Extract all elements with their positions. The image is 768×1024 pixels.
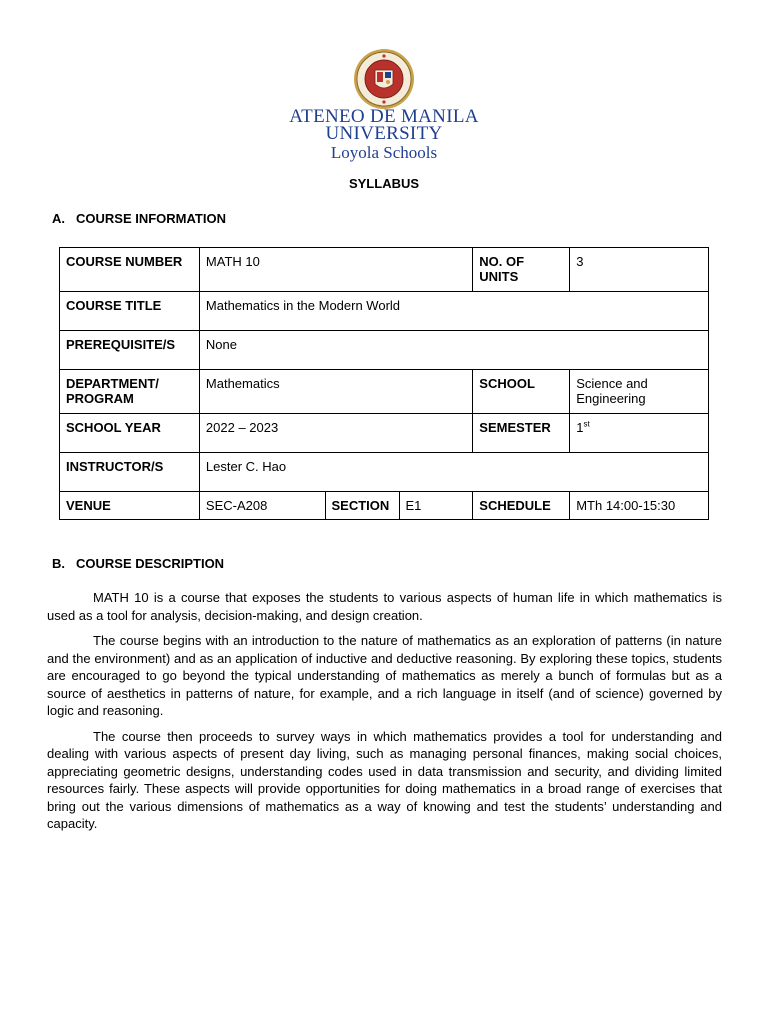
department-value: Mathematics <box>199 370 472 414</box>
course-number-value: MATH 10 <box>199 248 472 292</box>
description-paragraph: The course then proceeds to survey ways in which mathematics provides a tool for understanding and dealing with various aspects of present day living, such as managing personal finances, making social choices, appreciating geometric designs, understanding codes used in data transmission and security, and dividing limited resources fairly. These aspects will provide opportunities for doing mathematics in a broad range of exercises that bring out the various dimensions of mathematics as a way of knowing and test the students’ understanding and capacity. <box>47 728 722 831</box>
semester-value <box>570 414 709 453</box>
prerequisite-label: PREREQUISITE/S <box>60 331 200 370</box>
table-row <box>60 248 709 292</box>
section-value: E1 <box>399 492 473 520</box>
university-name-line1: ATENEO DE MANILA <box>289 106 479 127</box>
table-row <box>60 492 709 520</box>
description-paragraph: MATH 10 is a course that exposes the students to various aspects of human life in which mathematics is used as a tool for analysis, decision-making, and design creation. <box>47 590 722 623</box>
department-label: DEPARTMENT/ PROGRAM <box>60 370 200 414</box>
prerequisite-value: None <box>199 331 708 370</box>
units-label: NO. OF UNITS <box>473 248 570 292</box>
description-paragraph: The course begins with an introduction to the nature of mathematics as an exploration of patterns (in nature and the environment) and as an application of inductive and deductive reasoning. By exploring these topics, students are encouraged to go beyond the typical understanding of mathematics as merely a bunch of formulas but as a source of aesthetics in patterns of nature, for example, and a rich language in itself (and of science) governed by logic and reasoning. <box>47 633 722 718</box>
course-title-label: COURSE TITLE <box>60 292 200 331</box>
document-title: SYLLABUS <box>348 176 420 191</box>
table-row <box>60 331 709 370</box>
course-description <box>47 589 722 841</box>
section-b-heading <box>52 556 224 571</box>
school-year-value: 2022 – 2023 <box>199 414 472 453</box>
course-info-table <box>59 247 709 520</box>
section-a-heading <box>52 211 226 226</box>
school-label: SCHOOL <box>473 370 570 414</box>
venue-label: VENUE <box>60 492 200 520</box>
semester-number: 1 <box>576 420 584 435</box>
instructor-value: Lester C. Hao <box>199 453 708 492</box>
schedule-value: MTh 14:00-15:30 <box>570 492 709 520</box>
university-seal-icon <box>353 48 415 110</box>
section-b-letter: B. <box>52 556 65 571</box>
schedule-label: SCHEDULE <box>473 492 570 520</box>
course-title-value: Mathematics in the Modern World <box>199 292 708 331</box>
section-a-letter: A. <box>52 211 65 226</box>
section-label: SECTION <box>325 492 399 520</box>
venue-value: SEC-A208 <box>199 492 325 520</box>
instructor-label: INSTRUCTOR/S <box>60 453 200 492</box>
table-row <box>60 453 709 492</box>
table-row <box>60 370 709 414</box>
course-number-label: COURSE NUMBER <box>60 248 200 292</box>
semester-label: SEMESTER <box>473 414 570 453</box>
table-row <box>60 414 709 453</box>
section-a-title: COURSE INFORMATION <box>76 211 226 226</box>
section-b-title: COURSE DESCRIPTION <box>76 556 225 571</box>
semester-suffix: st <box>583 419 590 429</box>
table-row <box>60 292 709 331</box>
school-name: Loyola Schools <box>330 143 438 162</box>
school-year-label: SCHOOL YEAR <box>60 414 200 453</box>
university-name-line2: UNIVERSITY <box>325 123 443 144</box>
school-value: Science and Engineering <box>570 370 709 414</box>
units-value: 3 <box>570 248 709 292</box>
